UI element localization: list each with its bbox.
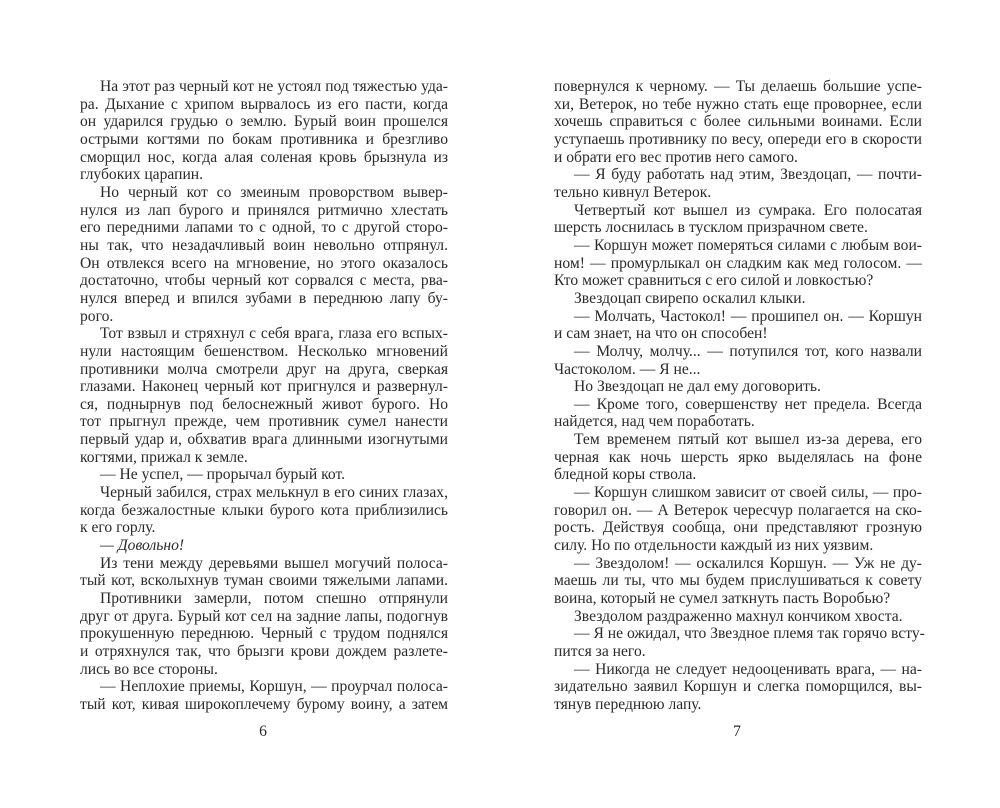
text-line: ся, поднырнув под белоснежный живот бурого. Но (80, 395, 448, 413)
text-line: — Молчу, молчу... — потупился тот, кого назвали (574, 342, 922, 360)
paragraph (554, 608, 922, 626)
text-line: — Никогда не следует недооценивать врага, — на- (574, 660, 922, 678)
text-line: — Довольно! (100, 537, 185, 555)
text-line: — Не успел, — прорычал бурый кот. (100, 466, 345, 484)
text-line: ны так, что незадачливый воин невольно отпрянул. (80, 236, 448, 254)
text-line: глазами. Наконец черный кот пригнулся и развернул- (80, 378, 448, 396)
text-line: воина, который не сумел заткнуть пасть Воробью? (554, 590, 891, 608)
paragraph (554, 202, 922, 237)
text-line: глубоких царапин. (80, 166, 204, 184)
text-line: пится за него. (554, 643, 646, 660)
text-line: сморщил нос, когда алая соленая кровь брызнула из (80, 148, 448, 166)
text-line: черная как ночь шерсть ярко выделялась на фоне (554, 448, 922, 466)
page-number-left: 6 (259, 723, 267, 740)
text-line: зидательно заявил Коршун и слегка поморщился, вы- (554, 678, 922, 696)
paragraph (554, 555, 922, 608)
text-line: Тот взвыл и стряхнул с себя врага, глаза его вспых- (100, 325, 448, 343)
text-line: — Коршун слишком зависит от своей силы, — про- (574, 484, 922, 502)
text-line: шерсть лоснилась в тусклом призрачном свете. (554, 219, 868, 237)
paragraph (80, 484, 448, 537)
paragraph (554, 166, 922, 201)
text-line: нулся из лап бурого и принялся ритмично хлестать (80, 201, 448, 219)
text-line: маешь ли ты, что мы будем прислушиваться к совету (554, 572, 922, 590)
text-line: острыми когтями по бокам противника и брезгливо (80, 130, 448, 148)
text-line: и обрати его вес против него самого. (554, 148, 798, 166)
text-line: тый кот, всколыхнув туман своими тяжелыми лапами. (80, 572, 448, 590)
text-line: тый кот, кивая широкоплечему бурому воину, а затем (80, 695, 448, 713)
paragraph (554, 290, 922, 308)
text-line: Противники замерли, потом спешно отпрянули (100, 590, 448, 608)
paragraph (554, 661, 922, 714)
paragraph (554, 378, 922, 396)
text-line: прокушенную переднюю. Черный с трудом поднялся (80, 625, 448, 643)
text-line: Но Звездоцап не дал ему договорить. (574, 378, 821, 396)
text-line: На этот раз черный кот не устоял под тяжестью уда- (100, 78, 448, 95)
text-line: Но черный кот со змеиным проворством вывер- (100, 183, 448, 201)
text-line: к его горлу. (80, 519, 156, 537)
text-line: уступаешь противнику по весу, опереди его в скорости (554, 130, 922, 148)
page-number-right: 7 (733, 723, 741, 740)
text-line: ра. Дыхание с хрипом вырвалось из его пасти, когда (80, 95, 448, 113)
paragraph (80, 678, 448, 713)
right-page-text (554, 78, 925, 714)
paragraph (554, 396, 922, 431)
text-line: и сам знает, на что он способен! (554, 325, 768, 343)
text-line: ном! — промурлыкал он сладким как мед голосом. — (554, 254, 922, 272)
text-line: хи, Ветерок, но тебе нужно стать еще проворнее, если (554, 95, 922, 113)
text-line: нули настоящим бешенством. Несколько мгновений (80, 342, 448, 360)
text-line: Звездолом раздраженно махнул кончиком хвоста. (574, 607, 903, 625)
text-line: — Я буду работать над этим, Звездоцап, — почти- (574, 166, 922, 184)
paragraph (554, 484, 922, 555)
text-line: повернулся к черному. — Ты делаешь большие успе- (554, 78, 922, 95)
text-line: достаточно, чтобы черный кот сорвался с места, рва- (80, 272, 448, 290)
text-line: — Я не ожидал, что Звездное племя так горячо всту- (574, 625, 925, 643)
text-line: нулся вперед и впился зубами в переднюю лапу бу- (80, 289, 448, 307)
paragraph (80, 466, 448, 484)
text-line: найдется, над чем поработать. (554, 413, 755, 431)
text-line: друг от друга. Бурый кот сел на задние лапы, подогнув (80, 607, 448, 625)
paragraph (554, 343, 922, 378)
text-line: говорил он. — А Ветерок чересчур полагается на ско- (554, 501, 922, 519)
text-line: Тем временем пятый кот вышел из-за дерева, его (574, 431, 922, 449)
text-line: Кто может сравниться с его силой и ловкостью? (554, 272, 874, 290)
paragraph (80, 537, 448, 555)
text-line: противники молча смотрели друг на друга, сверкая (80, 360, 448, 378)
text-line: силу. Но по отдельности каждый из них уязвим. (554, 537, 874, 555)
text-line: тот прыгнул прежде, чем противник сумел нанести (80, 413, 448, 431)
paragraph (554, 308, 922, 343)
text-line: Черный забился, страх мелькнул в его синих глазах, (100, 484, 448, 502)
text-line: когтями, прижал к земле. (80, 448, 248, 466)
text-line: бледной коры ствола. (554, 466, 697, 484)
paragraph (554, 431, 922, 484)
text-line: рого. (80, 307, 114, 325)
paragraph (554, 625, 925, 660)
text-line: лись во все стороны. (80, 660, 218, 678)
paragraph (80, 555, 448, 590)
paragraph (554, 78, 922, 166)
text-line: — Звездолом! — оскалился Коршун. — Уж не ду- (574, 554, 922, 572)
paragraph (554, 237, 922, 290)
paragraph (80, 325, 448, 466)
text-line: рость. Действуя сообща, они представляют грозную (554, 519, 922, 537)
text-line: и отряхнулся так, что брызги крови дождем разлете- (80, 643, 448, 660)
text-line: — Неплохие приемы, Коршун, — проурчал полоса- (100, 678, 448, 696)
text-line: его передними лапами то с одной, то с другой сторо- (80, 219, 448, 237)
text-line: Он отвлекся всего на мгновение, но этого оказалось (80, 254, 448, 272)
text-line: — Молчать, Частокол! — прошипел он. — Коршун (574, 307, 922, 325)
text-line: Частоколом. — Я не... (554, 360, 701, 378)
text-line: Из тени между деревьями вышел могучий полоса- (100, 554, 448, 572)
left-page-text (80, 78, 448, 714)
text-line: он ударился грудью о землю. Бурый воин прошелся (80, 113, 448, 131)
text-line: первый удар и, обхватив врага длинными изогнутыми (80, 431, 448, 449)
text-line: — Кроме того, совершенству нет предела. Всегда (574, 395, 922, 413)
text-line: Четвертый кот вышел из сумрака. Его полосатая (574, 201, 922, 219)
paragraph (80, 184, 448, 325)
text-line: когда безжалостные клыки бурого кота приблизились (80, 501, 448, 519)
text-line: тянув переднюю лапу. (554, 695, 702, 713)
text-line: хочешь справиться с более сильными воинами. Если (554, 113, 922, 131)
text-line: — Коршун может померяться силами с любым вои- (574, 236, 922, 254)
text-line: тельно кивнул Ветерок. (554, 183, 712, 201)
paragraph (80, 78, 448, 184)
paragraph (80, 590, 448, 678)
text-line: Звездоцап свирепо оскалил клыки. (574, 289, 806, 307)
